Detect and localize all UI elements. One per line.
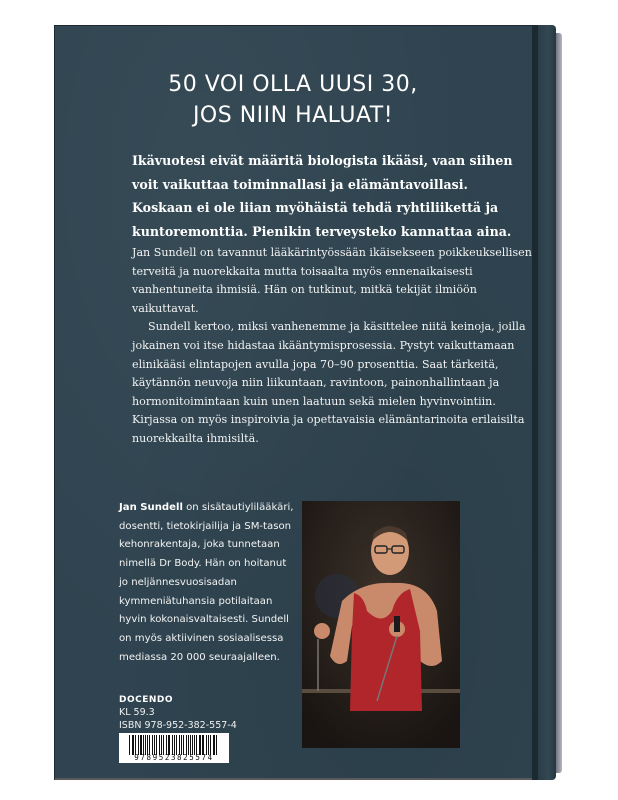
headline-line-1: 50 VOI OLLA UUSI 30, (168, 72, 418, 97)
body-text (132, 244, 532, 449)
lead-paragraph: Ikävuotesi eivät määritä biologista ikääsi, vaan siihen voit vaikuttaa toiminnallasi ja elämäntavoillasi. Koskaan ei ole liian myöhäistä tehdä ryhtiliikettä ja kuntoremonttia. Pienikin terveysteko kannattaa aina. (132, 153, 513, 239)
author-bio (119, 499, 294, 667)
author-photo-illustration (302, 501, 460, 748)
headline (54, 69, 532, 131)
spine-edge (556, 33, 562, 773)
library-classification: KL 59.3 (119, 707, 155, 718)
cover-panel (54, 25, 532, 780)
headline-line-2: JOS NIIN HALUAT! (192, 103, 394, 128)
spine (538, 25, 556, 780)
author-name: Jan Sundell (119, 502, 183, 513)
book-back-cover (54, 25, 562, 780)
barcode-digits: 9789523825574 (134, 753, 214, 762)
isbn: ISBN 978-952-382-557-4 (119, 720, 237, 731)
publisher-logo: DOCENDO (119, 695, 174, 705)
barcode-bars (129, 735, 219, 755)
body-paragraph-2: Sundell kertoo, miksi vanhenemme ja käsittelee niitä keinoja, joilla jokainen voi itse hidastaa ikääntymisprosessia. Pystyt vaikuttamaan elinikääsi elintapojen avulla jopa 70–90 prosenttia. Saat tärkeitä, käytännön neuvoja niin liikuntaan, ravintoon, painonhallintaan ja hormonitoimintaan kuin unen laatuun sekä mielen hyvinvointiin. Kirjassa on myös inspiroivia ja opettavaisia elämäntarinoita erilaisilta nuorekkailta ihmisiltä. (132, 320, 526, 445)
author-bio-text: on sisätautiylilääkäri, dosentti, tietokirjailija ja SM-tason kehonrakentaja, joka tunnetaan nimellä Dr Body. Hän on hoitanut jo neljännesvuosisadan kymmeniätuhansia potilaitaan hyvin kokonaisvaltaisesti. Sundell on myös aktiivinen sosiaalisessa mediassa 20 000 seuraajalleen. (119, 502, 294, 663)
author-photo (302, 501, 460, 748)
barcode (119, 733, 229, 763)
body-paragraph-1: Jan Sundell on tavannut lääkärintyössään ikäisekseen poikkeuksellisen terveitä ja nuorekkaita mutta toisaalta myös ennenaikaisesti vanhentuneita ihmisiä. Hän on tutkinut, mitkä tekijät ilmiöön vaikuttavat. (132, 246, 532, 315)
